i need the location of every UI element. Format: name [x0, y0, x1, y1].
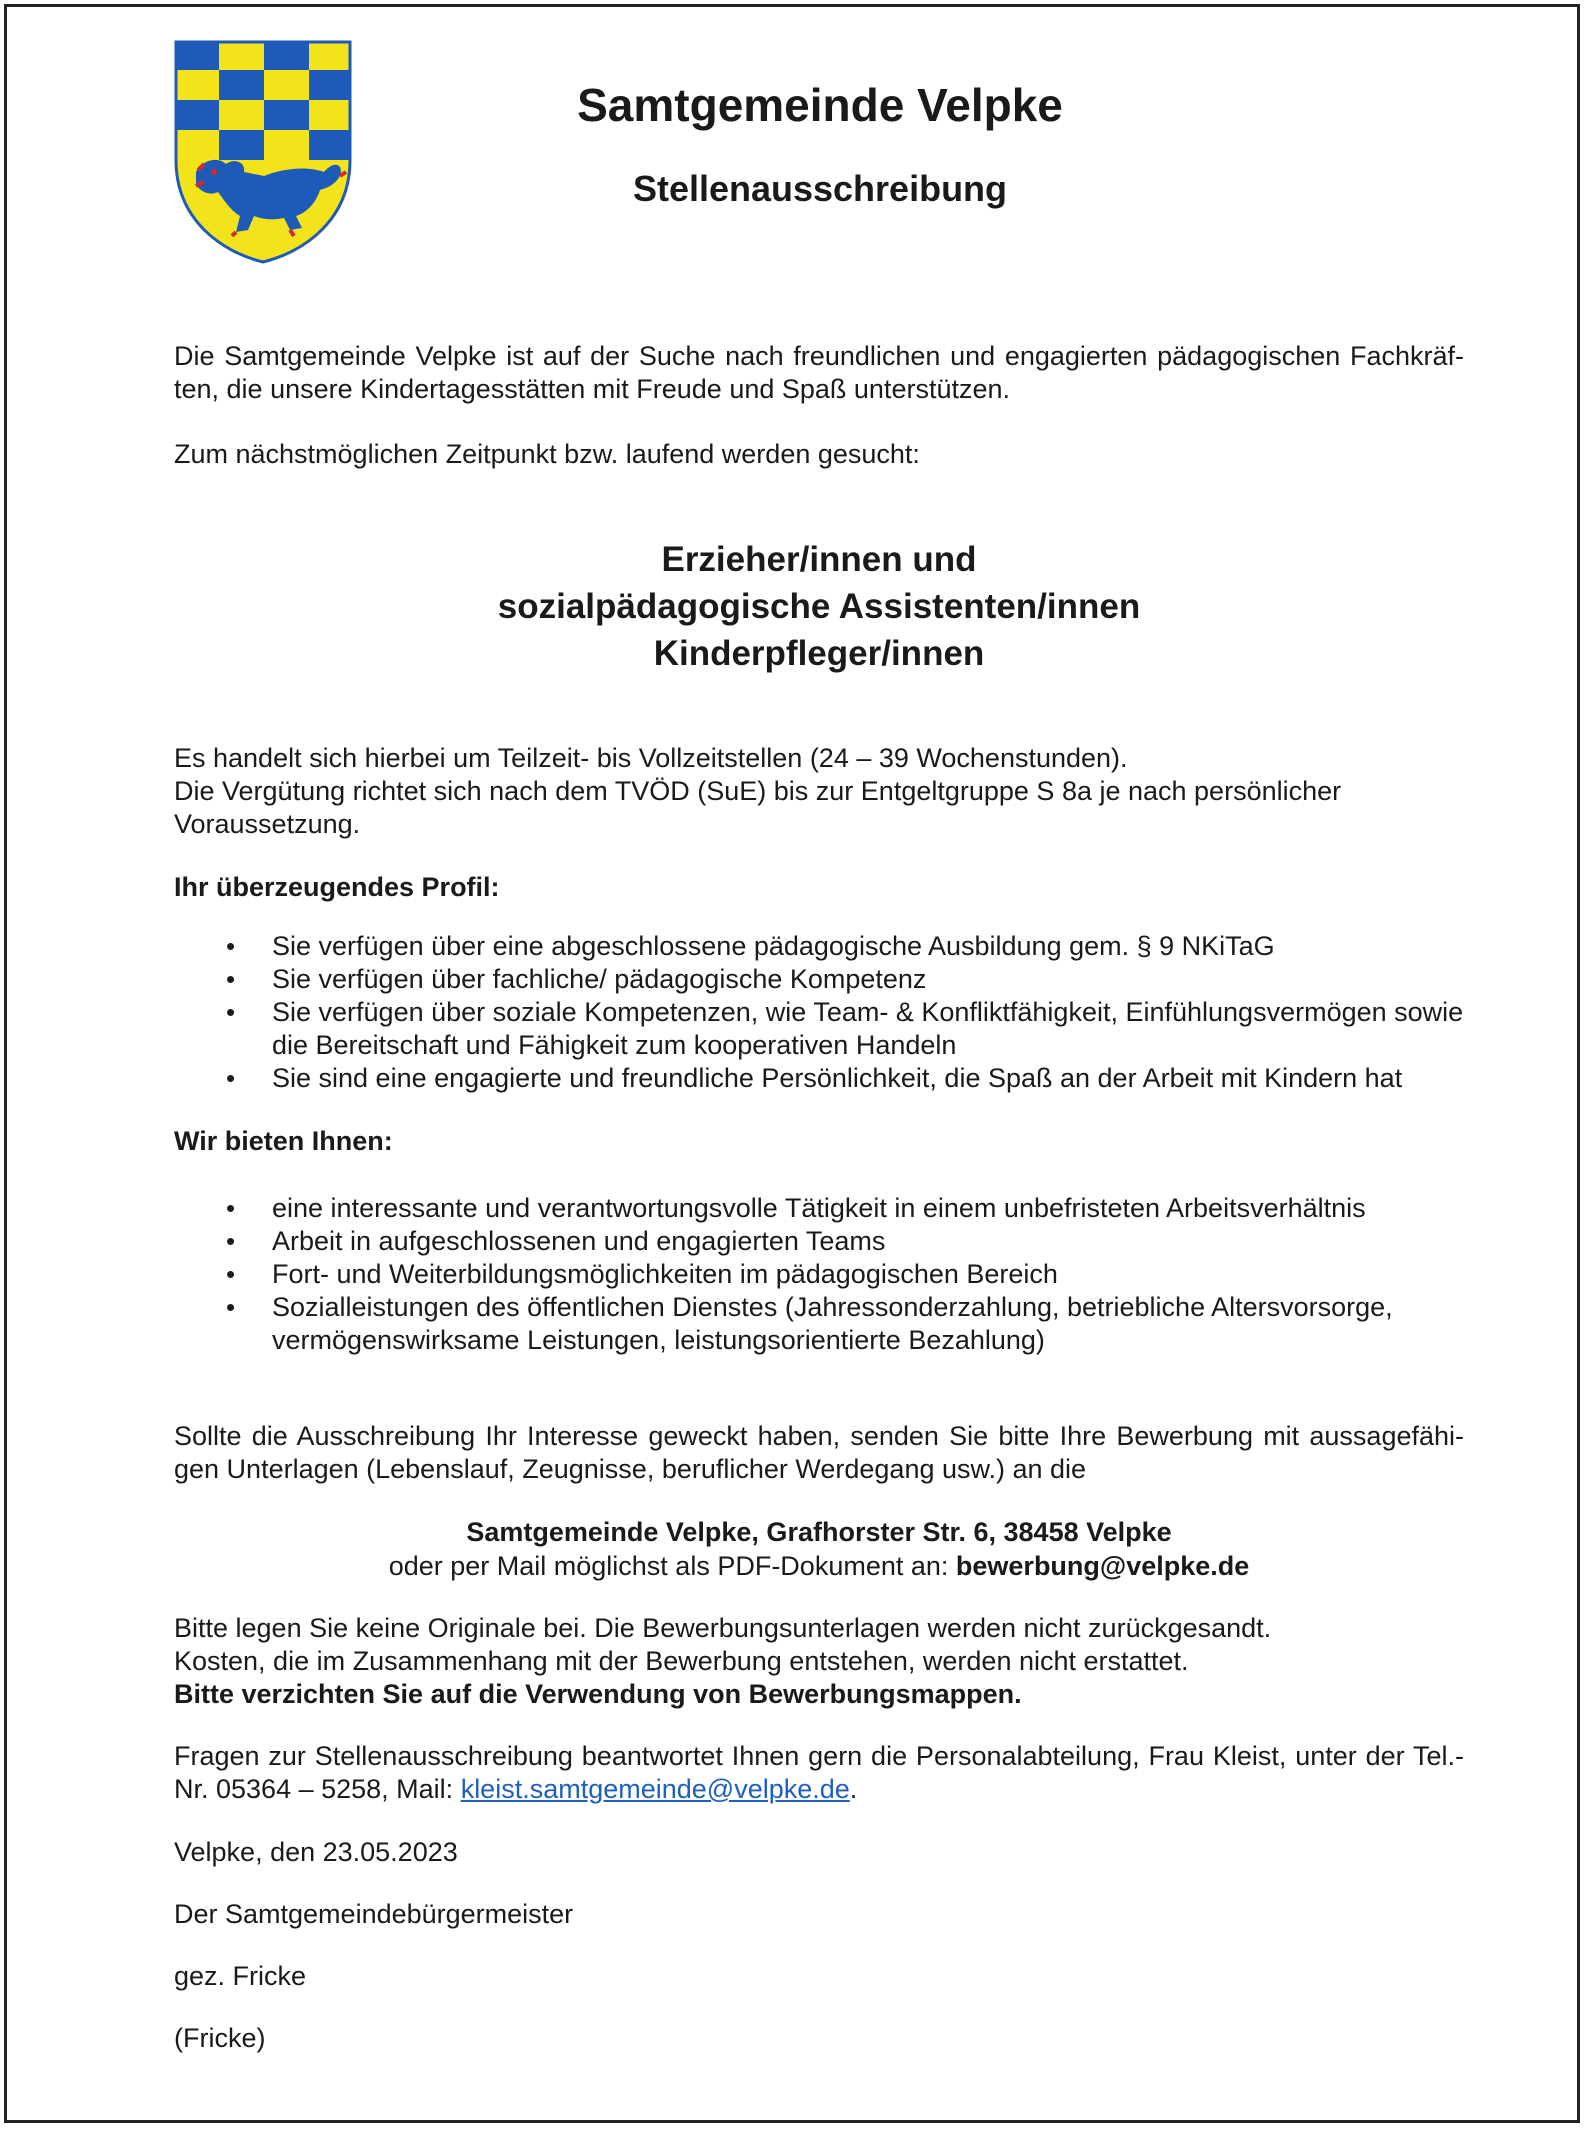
offer-heading: Wir bieten Ihnen:: [174, 1126, 393, 1156]
intro-paragraph: Die Samtgemeinde Velpke ist auf der Suche nach freundlichen und engagierten pädagogischen Fachkräf-ten, die unsere Kindertagesstätten mit Freude und Spaß unterstützen.: [174, 341, 1464, 404]
questions-paragraph: [174, 1740, 1464, 1806]
mail-prefix: oder per Mail möglichst als PDF-Dokument an:: [388, 1551, 956, 1581]
conditions-line-2: Die Vergütung richtet sich nach dem TVÖD (SuE) bis zur Entgeltgruppe S 8a je nach persönlicher: [174, 776, 1342, 806]
role-title-1: Erzieher/innen und: [661, 540, 977, 579]
notes-line-1: Bitte legen Sie keine Originale bei. Die Bewerbungsunterlagen werden nicht zurückgesandt.: [174, 1613, 1272, 1643]
offer-item: • Fort- und Weiterbildungsmöglichkeiten im pädagogischen Bereich: [174, 1258, 1474, 1291]
conditions-line-1: Es handelt sich hierbei um Teilzeit- bis Vollzeitstellen (24 – 39 Wochenstunden).: [174, 743, 1128, 773]
signed-by: gez. Fricke: [174, 1961, 307, 1991]
page-title: Samtgemeinde Velpke: [577, 79, 1063, 131]
offer-item: • eine interessante und verantwortungsvolle Tätigkeit in einem unbefristeten Arbeitsverhältnis: [174, 1192, 1474, 1225]
application-paragraph: Sollte die Ausschreibung Ihr Interesse geweckt haben, senden Sie bitte Ihre Bewerbung mit aussagefähi-gen Unterlagen (Lebenslauf, Zeugnisse, beruflicher Werdegang usw.) an die: [174, 1421, 1464, 1484]
notes-line-2: Kosten, die im Zusammenhang mit der Bewerbung entstehen, werden nicht erstattet.: [174, 1646, 1189, 1676]
role-title-3: Kinderpfleger/innen: [653, 634, 985, 673]
role-titles: [174, 536, 1464, 677]
coat-of-arms-logo: [174, 40, 352, 264]
signatory-name: (Fricke): [174, 2023, 266, 2053]
notes-line-3: Bitte verzichten Sie auf die Verwendung von Bewerbungsmappen.: [174, 1679, 1022, 1709]
conditions-block: [174, 742, 1464, 841]
questions-text: Fragen zur Stellenausschreibung beantwortet Ihnen gern die Personalabteilung, Frau Kleist, unter der Tel.-Nr. 05364 – 5258, Mail:: [174, 1741, 1464, 1804]
offer-list: [174, 1192, 1474, 1357]
signatory-role: Der Samtgemeindebürgermeister: [174, 1899, 574, 1929]
postal-address: Samtgemeinde Velpke, Grafhorster Str. 6, 38458 Velpke: [466, 1517, 1172, 1547]
profile-item: • Sie verfügen über eine abgeschlossene pädagogische Ausbildung gem. § 9 NKiTaG: [174, 930, 1474, 963]
search-line: Zum nächstmöglichen Zeitpunkt bzw. laufend werden gesucht:: [174, 439, 920, 469]
questions-suffix: .: [849, 1774, 858, 1804]
offer-item: • Arbeit in aufgeschlossenen und engagierten Teams: [174, 1225, 1474, 1258]
role-title-2: sozialpädagogische Assistenten/innen: [497, 587, 1141, 626]
place-date: Velpke, den 23.05.2023: [174, 1837, 458, 1867]
offer-item: • Sozialleistungen des öffentlichen Dienstes (Jahressonderzahlung, betriebliche Altersvorsorge, vermögenswirksame Leistungen, leistungsorientierte Bezahlung): [174, 1291, 1474, 1357]
profile-list: [174, 930, 1474, 1095]
page-subtitle: Stellenausschreibung: [632, 168, 1008, 209]
application-email: bewerbung@velpke.de: [955, 1551, 1250, 1581]
notes-block: [174, 1612, 1464, 1711]
mail-line: [174, 1550, 1464, 1583]
profile-item: • Sie sind eine engagierte und freundliche Persönlichkeit, die Spaß an der Arbeit mit Kindern hat: [174, 1062, 1474, 1095]
profile-heading: Ihr überzeugendes Profil:: [174, 872, 500, 902]
profile-item: • Sie verfügen über fachliche/ pädagogische Kompetenz: [174, 963, 1474, 996]
contact-email-link[interactable]: kleist.samtgemeinde@velpke.de: [460, 1774, 850, 1804]
conditions-line-3: Voraussetzung.: [174, 809, 361, 839]
profile-item: • Sie verfügen über soziale Kompetenzen, wie Team- & Konfliktfähigkeit, Einfühlungsvermögen sowie die Bereitschaft und Fähigkeit zum kooperativen Handeln: [174, 996, 1474, 1062]
